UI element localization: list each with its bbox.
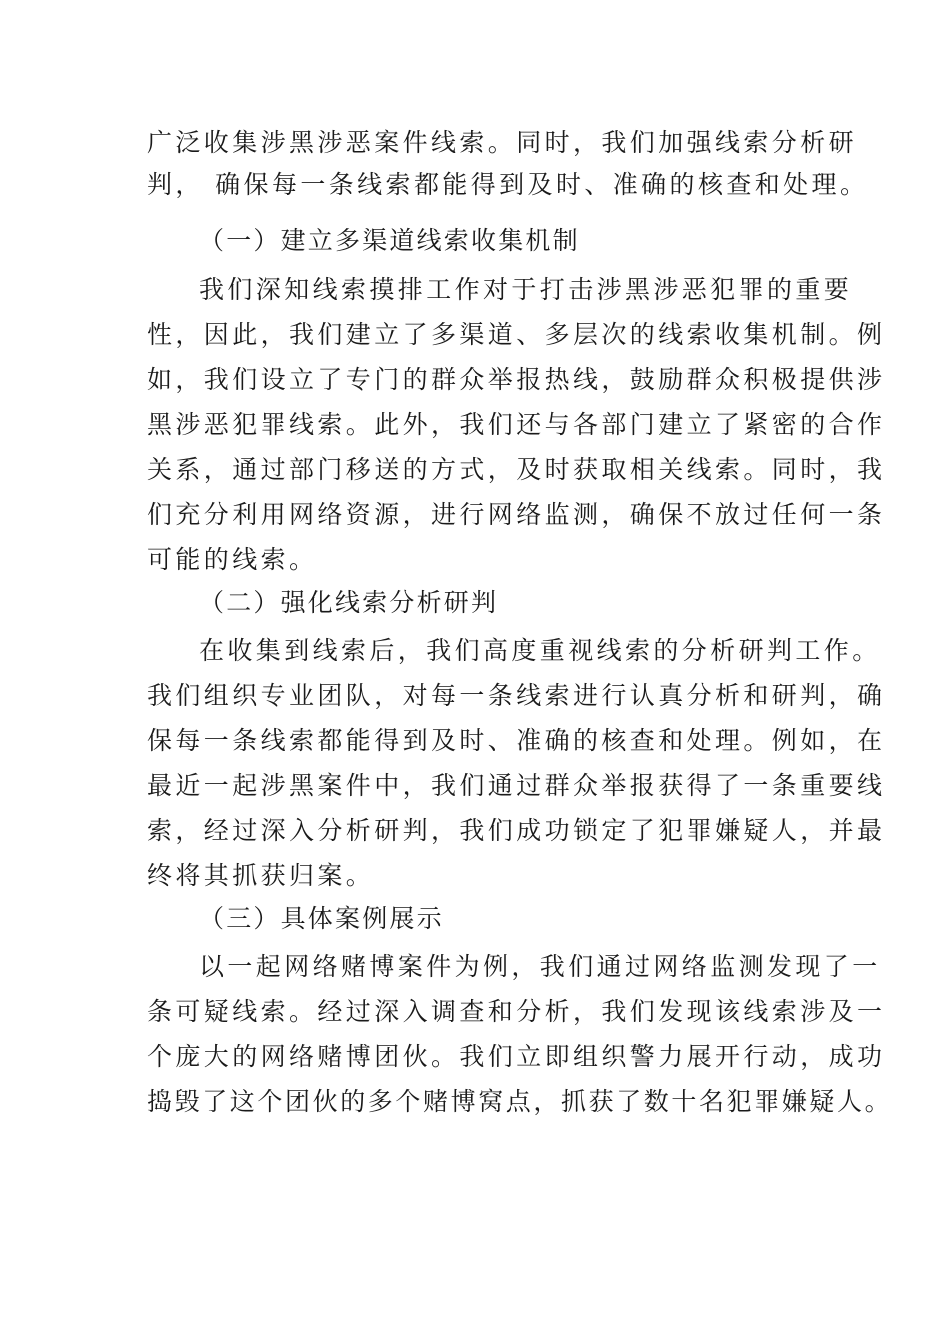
section-heading: （二）强化线索分析研判 [199, 588, 499, 617]
paragraph-line: 关系，通过部门移送的方式，及时获取相关线索。同时，我 [147, 455, 886, 484]
intro-line: 广泛收集涉黑涉恶案件线索。同时，我们加强线索分析研 [147, 128, 858, 157]
paragraph-line: 黑涉恶犯罪线索。此外，我们还与各部门建立了紧密的合作 [147, 410, 886, 439]
paragraph-line: 以一起网络赌博案件为例，我们通过网络监测发现了一 [199, 952, 881, 981]
paragraph-line: 性，因此，我们建立了多渠道、多层次的线索收集机制。例 [147, 320, 886, 349]
paragraph-line: 我们深知线索摸排工作对于打击涉黑涉恶犯罪的重要 [199, 275, 853, 304]
paragraph-line: 可能的线索。 [147, 545, 318, 574]
paragraph-line: 捣毁了这个团伙的多个赌博窝点，抓获了数十名犯罪嫌疑人。 [147, 1087, 893, 1116]
paragraph-line: 个庞大的网络赌博团伙。我们立即组织警力展开行动，成功 [147, 1042, 886, 1071]
paragraph-line: 们充分利用网络资源，进行网络监测，确保不放过任何一条 [147, 500, 886, 529]
intro-line: 判， 确保每一条线索都能得到及时、准确的核查和处理。 [147, 170, 869, 199]
paragraph-line: 索，经过深入分析研判，我们成功锁定了犯罪嫌疑人，并最 [147, 816, 886, 845]
paragraph-line: 保每一条线索都能得到及时、准确的核查和处理。例如，在 [147, 726, 886, 755]
paragraph-line: 最近一起涉黑案件中，我们通过群众举报获得了一条重要线 [147, 771, 886, 800]
section-heading: （一）建立多渠道线索收集机制 [199, 226, 580, 255]
paragraph-line: 如，我们设立了专门的群众举报热线，鼓励群众积极提供涉 [147, 365, 886, 394]
paragraph-line: 条可疑线索。经过深入调查和分析，我们发现该线索涉及一 [147, 997, 886, 1026]
section-heading: （三）具体案例展示 [199, 904, 444, 933]
paragraph-line: 在收集到线索后，我们高度重视线索的分析研判工作。 [199, 636, 881, 665]
paragraph-line: 终将其抓获归案。 [147, 861, 375, 890]
paragraph-line: 我们组织专业团队，对每一条线索进行认真分析和研判，确 [147, 681, 886, 710]
